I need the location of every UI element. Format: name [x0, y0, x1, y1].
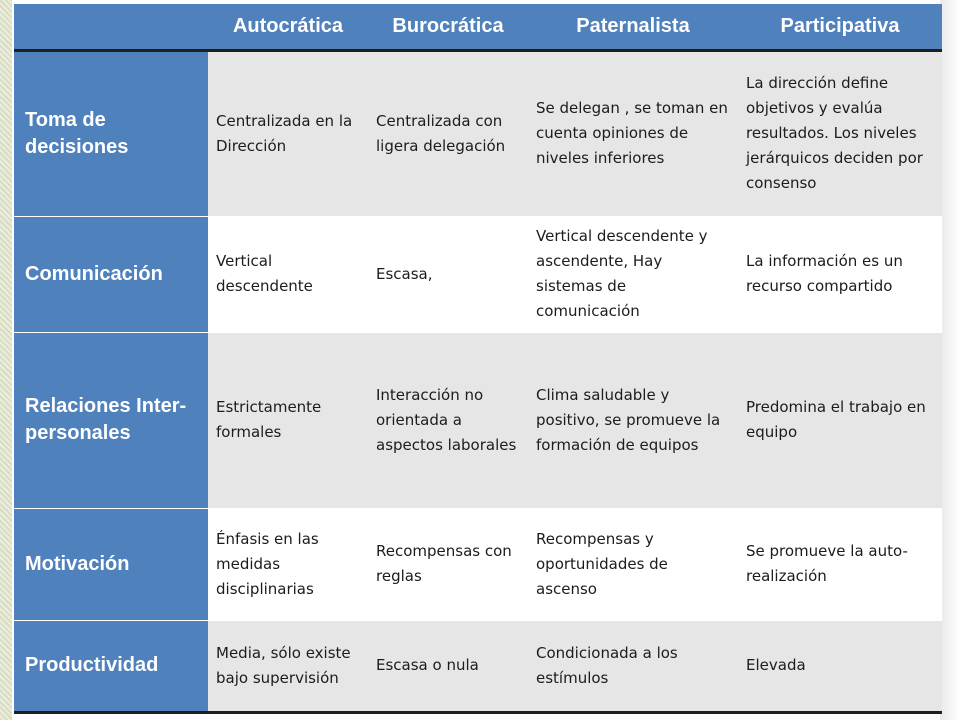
table-cell: Clima saludable y positivo, se promueve la formación de equipos [528, 332, 738, 508]
table-row [14, 216, 942, 332]
row-label-comunicacion: Comunicación [14, 216, 208, 332]
table-cell: Centralizada en la Dirección [208, 50, 368, 216]
table-row [14, 508, 942, 620]
header-burocratica: Burocrática [368, 4, 528, 50]
table-cell: Recompensas y oportunidades de ascenso [528, 508, 738, 620]
decorative-right-shadow [940, 0, 960, 720]
table-cell: Media, sólo existe bajo supervisión [208, 620, 368, 712]
table-cell: Interacción no orientada a aspectos laborales [368, 332, 528, 508]
row-label-productividad: Productividad [14, 620, 208, 712]
table-cell: Énfasis en las medidas disciplinarias [208, 508, 368, 620]
table-cell: Escasa, [368, 216, 528, 332]
decorative-left-strip [0, 0, 12, 720]
table-row [14, 620, 942, 712]
header-corner [14, 4, 208, 50]
table-cell: Se delegan , se toman en cuenta opiniones de niveles inferiores [528, 50, 738, 216]
leadership-styles-table [14, 4, 942, 714]
table-row [14, 332, 942, 508]
header-autocratica: Autocrática [208, 4, 368, 50]
table-cell: Se promueve la auto-realización [738, 508, 942, 620]
header-row [14, 4, 942, 50]
row-label-toma-de-decisiones: Toma de decisiones [14, 50, 208, 216]
table-cell: Condicionada a los estímulos [528, 620, 738, 712]
row-label-relaciones-interpersonales: Relaciones Inter-personales [14, 332, 208, 508]
table-cell: Vertical descendente [208, 216, 368, 332]
table-cell: Estrictamente formales [208, 332, 368, 508]
table-cell: La información es un recurso compartido [738, 216, 942, 332]
table-cell: Escasa o nula [368, 620, 528, 712]
table-cell: Vertical descendente y ascendente, Hay sistemas de comunicación [528, 216, 738, 332]
table-cell: La dirección define objetivos y evalúa resultados. Los niveles jerárquicos deciden por consenso [738, 50, 942, 216]
row-label-motivacion: Motivación [14, 508, 208, 620]
table-cell: Predomina el trabajo en equipo [738, 332, 942, 508]
table-row [14, 50, 942, 216]
header-participativa: Participativa [738, 4, 942, 50]
header-paternalista: Paternalista [528, 4, 738, 50]
table-cell: Centralizada con ligera delegación [368, 50, 528, 216]
table-cell: Elevada [738, 620, 942, 712]
table-cell: Recompensas con reglas [368, 508, 528, 620]
